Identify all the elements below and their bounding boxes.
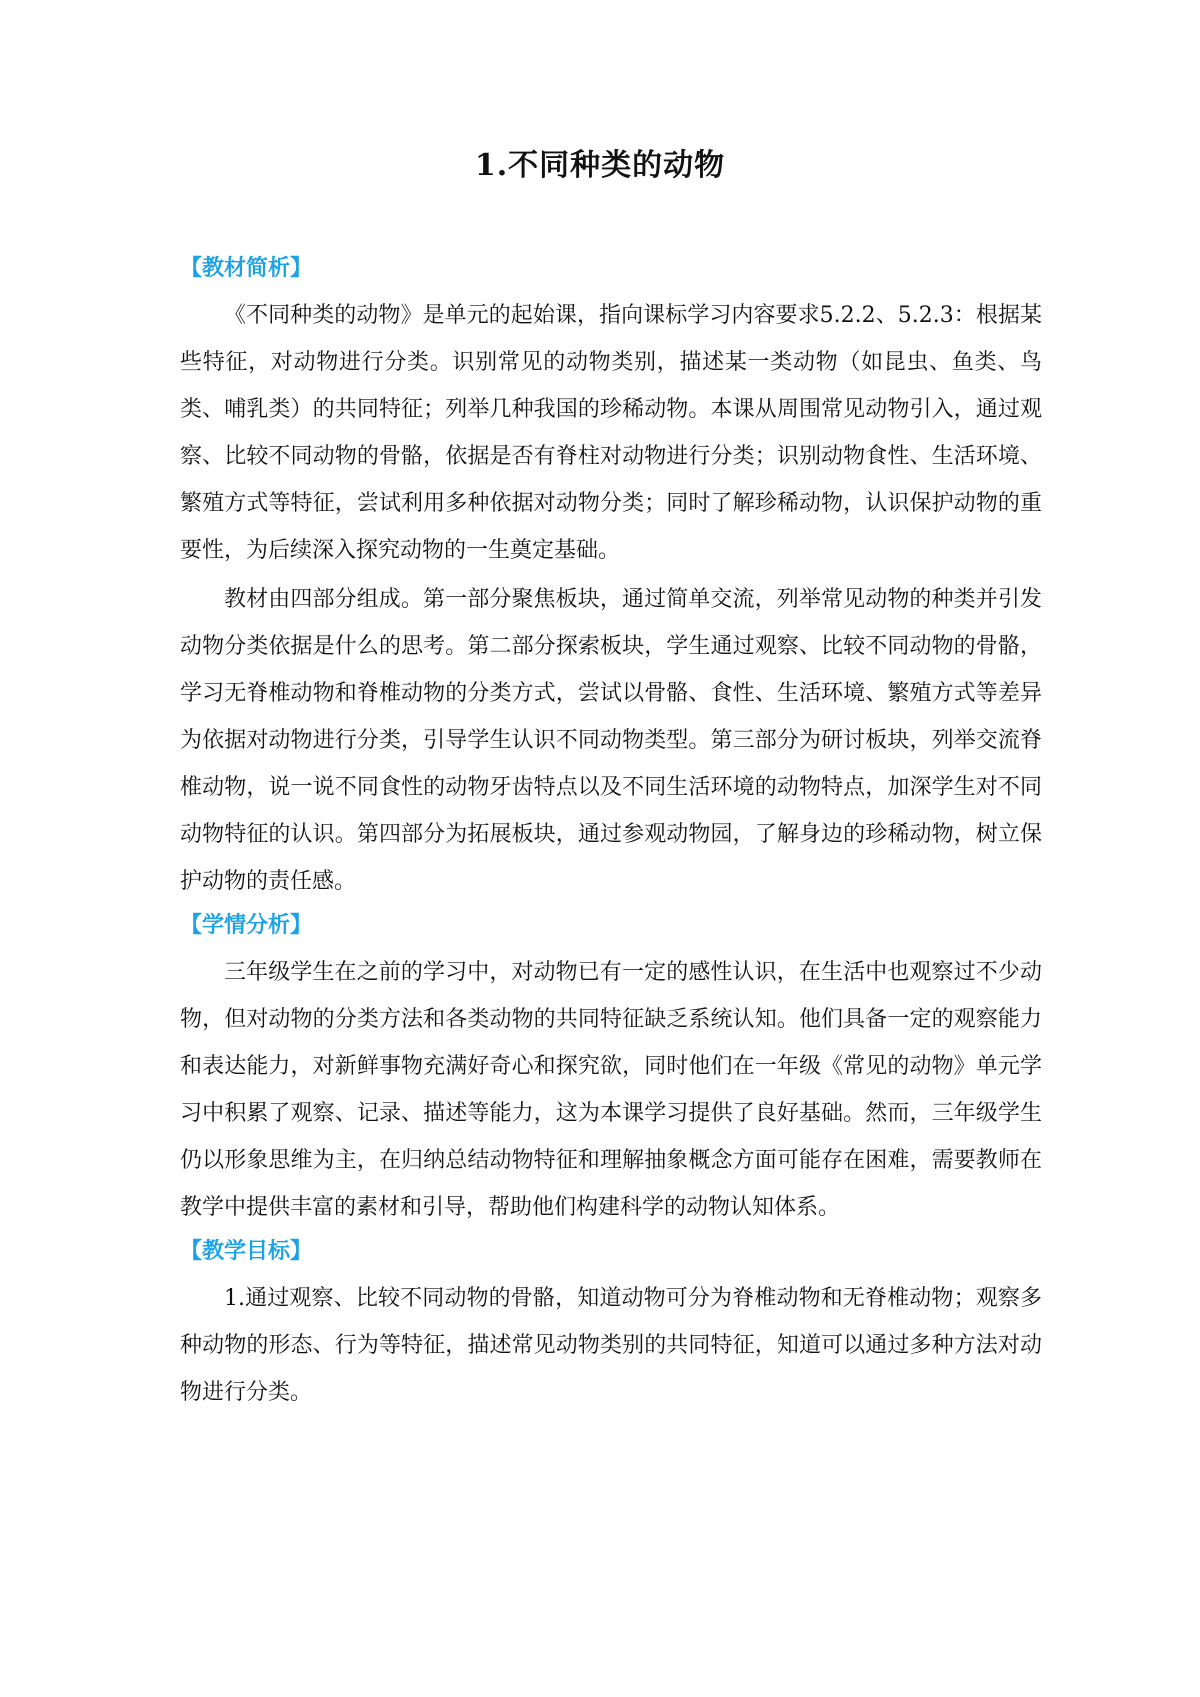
- paragraph: 1.通过观察、比较不同动物的骨骼，知道动物可分为脊椎动物和无脊椎动物；观察多种动物的形态、行为等特征，描述常见动物类别的共同特征，知道可以通过多种方法对动物进行分类。: [180, 1286, 1042, 1405]
- paragraph: 三年级学生在之前的学习中，对动物已有一定的感性认识，在生活中也观察过不少动物，但对动物的分类方法和各类动物的共同特征缺乏系统认知。他们具备一定的观察能力和表达能力，对新鲜事物充满好奇心和探究欲，同时他们在一年级《常见的动物》单元学习中积累了观察、记录、描述等能力，这为本课学习提供了良好基础。然而，三年级学生仍以形象思维为主，在归纳总结动物特征和理解抽象概念方面可能存在困难，需要教师在教学中提供丰富的素材和引导，帮助他们构建科学的动物认知体系。: [180, 960, 1042, 1220]
- section-heading: 【学情分析】: [180, 912, 313, 938]
- section-heading: 【教学目标】: [180, 1238, 313, 1264]
- page-title: 1.不同种类的动物: [474, 148, 726, 183]
- section-textbook-analysis: [180, 250, 1042, 905]
- paragraph: 《不同种类的动物》是单元的起始课，指向课标学习内容要求5.2.2、5.2.3：根据某些特征，对动物进行分类。识别常见的动物类别，描述某一类动物（如昆虫、鱼类、鸟类、哺乳类）的共同特征；列举几种我国的珍稀动物。本课从周围常见动物引入，通过观察、比较不同动物的骨骼，依据是否有脊柱对动物进行分类；识别动物食性、生活环境、繁殖方式等特征，尝试利用多种依据对动物分类；同时了解珍稀动物，认识保护动物的重要性，为后续深入探究动物的一生奠定基础。: [180, 303, 1042, 563]
- document-body: [180, 250, 1042, 1418]
- section-teaching-goals: [180, 1233, 1042, 1416]
- section-student-analysis: [180, 907, 1042, 1231]
- paragraph: 教材由四部分组成。第一部分聚焦板块，通过简单交流，列举常见动物的种类并引发动物分类依据是什么的思考。第二部分探索板块，学生通过观察、比较不同动物的骨骼，学习无脊椎动物和脊椎动物的分类方式，尝试以骨骼、食性、生活环境、繁殖方式等差异为依据对动物进行分类，引导学生认识不同动物类型。第三部分为研讨板块，列举交流脊椎动物，说一说不同食性的动物牙齿特点以及不同生活环境的动物特点，加深学生对不同动物特征的认识。第四部分为拓展板块，通过参观动物园，了解身边的珍稀动物，树立保护动物的责任感。: [180, 587, 1042, 894]
- section-heading: 【教材简析】: [180, 255, 313, 281]
